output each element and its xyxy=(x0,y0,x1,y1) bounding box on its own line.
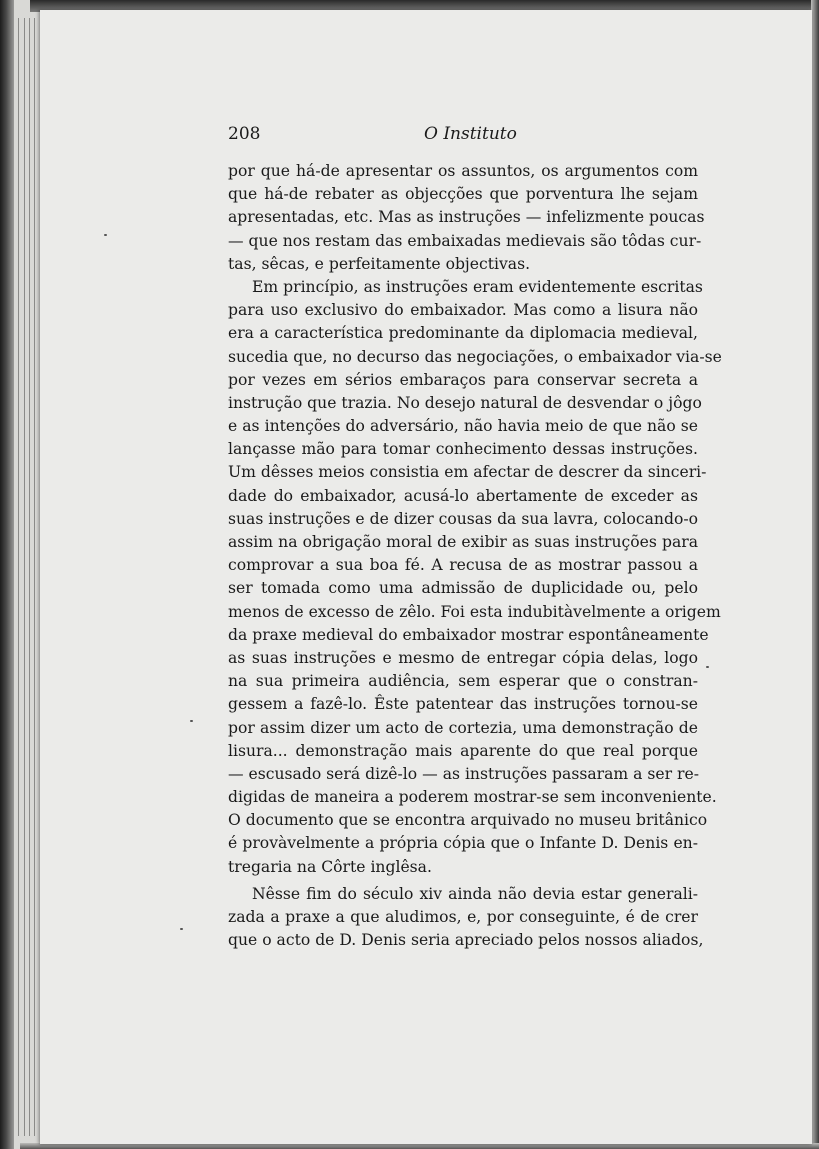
text-line: e as intenções do adversário, não havia meio de que não se xyxy=(228,417,698,436)
text-line: comprovar a sua boa fé. A recusa de as mostrar passou a xyxy=(228,556,698,575)
text-line: que o acto de D. Denis seria apreciado pelos nossos aliados, xyxy=(228,931,704,950)
page-stack-edge xyxy=(34,18,35,1136)
text-line: Um dêsses meios consistia em afectar de descrer da sinceri- xyxy=(228,463,707,482)
text-line: — que nos restam das embaixadas medievais são tôdas cur- xyxy=(228,231,702,250)
text-line: para uso exclusivo do embaixador. Mas como a lisura não xyxy=(228,301,698,320)
text-line: gessem a fazê-lo. Êste patentear das instruções tornou-se xyxy=(228,695,698,714)
text-line: as suas instruções e mesmo de entregar cópia delas, logo xyxy=(228,648,698,667)
text-line: por que há-de apresentar os assuntos, os argumentos com xyxy=(228,162,698,180)
paper-speck xyxy=(190,720,193,722)
text-line: na sua primeira audiência, sem esperar que o constran- xyxy=(228,672,698,691)
page-stack-edge xyxy=(29,18,30,1136)
text-line: digidas de maneira a poderem mostrar-se sem inconveniente. xyxy=(228,788,717,807)
page-number: 208 xyxy=(228,124,261,144)
text-line: é provàvelmente a própria cópia que o Infante D. Denis en- xyxy=(228,834,698,853)
text-line: instrução que trazia. No desejo natural de desvendar o jôgo xyxy=(228,393,702,412)
page-stack-edge xyxy=(24,18,25,1136)
text-line: assim na obrigação moral de exibir as suas instruções para xyxy=(228,533,698,551)
paper-speck xyxy=(180,928,183,930)
right-page-edge xyxy=(811,0,819,1149)
text-line: ser tomada como uma admissão de duplicidade ou, pelo xyxy=(228,579,698,598)
text-line: apresentadas, etc. Mas as instruções — infelizmente poucas xyxy=(228,208,705,227)
running-header xyxy=(228,124,698,148)
body-text xyxy=(228,160,722,952)
running-title: O Instituto xyxy=(424,124,517,144)
text-line: por assim dizer um acto de cortezia, uma demonstração de xyxy=(228,718,698,737)
text-line: lisura... demonstração mais aparente do que real porque xyxy=(228,741,698,760)
paper-speck xyxy=(706,666,709,668)
text-line: — escusado será dizê-lo — as instruções passaram a ser re- xyxy=(228,764,699,783)
paper-speck xyxy=(104,234,107,236)
text-line: da praxe medieval do embaixador mostrar espontâneamente xyxy=(228,625,709,644)
text-line: que há-de rebater as objecções que porventura lhe sejam xyxy=(228,185,698,204)
text-line: O documento que se encontra arquivado no museu britânico xyxy=(228,811,708,830)
page-stack-edge xyxy=(18,18,19,1136)
text-line: lançasse mão para tomar conhecimento dessas instruções. xyxy=(228,440,698,459)
text-line: sucedia que, no decurso das negociações, o embaixador via-se xyxy=(228,347,722,366)
paragraph xyxy=(228,883,704,953)
text-line: suas instruções e de dizer cousas da sua lavra, colocando-o xyxy=(228,509,698,528)
paragraph xyxy=(228,276,722,879)
text-line: Nêsse fim do século xiv ainda não devia estar generali- xyxy=(252,884,698,903)
text-line: por vezes em sérios embaraços para conservar secreta a xyxy=(228,370,698,389)
paragraph xyxy=(228,160,705,276)
text-line: zada a praxe a que aludimos, e, por conseguinte, é de crer xyxy=(228,908,698,926)
binding-shadow xyxy=(0,0,14,1149)
text-line: era a característica predominante da diplomacia medieval, xyxy=(228,324,698,343)
text-line: dade do embaixador, acusá-lo abertamente de exceder as xyxy=(228,486,698,505)
text-line: Em princípio, as instruções eram evidentemente escritas xyxy=(252,277,703,296)
text-line: menos de excesso de zêlo. Foi esta indubitàvelmente a origem xyxy=(228,602,721,621)
text-line: tregaria na Côrte inglêsa. xyxy=(228,857,432,876)
text-line: tas, sêcas, e perfeitamente objectivas. xyxy=(228,254,531,273)
